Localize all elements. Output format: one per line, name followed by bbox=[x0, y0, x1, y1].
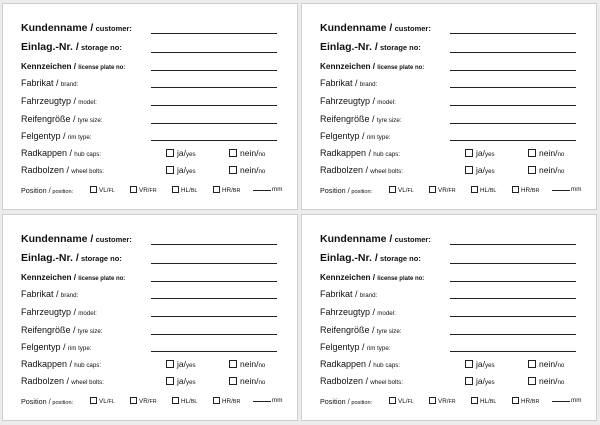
model-row bbox=[320, 93, 582, 107]
checkbox-icon bbox=[130, 397, 137, 404]
customer-label-en: customer: bbox=[95, 24, 132, 33]
position-fl-checkbox[interactable]: VL/FL bbox=[389, 397, 414, 405]
bolts-label-en: wheel bolts: bbox=[370, 168, 403, 175]
hubcaps-label: Radkappen / bbox=[320, 359, 372, 369]
customer-label: Kundenname / bbox=[21, 22, 94, 34]
checkbox-icon bbox=[213, 186, 220, 193]
mm-field[interactable]: mm bbox=[253, 397, 283, 404]
storage-row bbox=[21, 40, 283, 54]
tyre-label: Reifengröße / bbox=[320, 325, 375, 335]
hubcaps-yes-checkbox[interactable]: ja/yes bbox=[166, 148, 196, 158]
customer-label-en: customer: bbox=[95, 235, 132, 244]
checkbox-icon bbox=[166, 149, 174, 157]
rim-label: Felgentyp / bbox=[320, 131, 365, 141]
position-bl-checkbox[interactable]: HL/BL bbox=[471, 186, 496, 194]
customer-label-en: customer: bbox=[394, 24, 431, 33]
bolts-label-en: wheel bolts: bbox=[71, 379, 104, 386]
position-row bbox=[21, 186, 283, 196]
tire-storage-label-2 bbox=[301, 3, 597, 210]
bolts-yes-checkbox[interactable]: ja/yes bbox=[166, 165, 196, 175]
mm-field[interactable]: mm bbox=[552, 186, 582, 193]
customer-label: Kundenname / bbox=[21, 233, 94, 245]
hubcaps-no-checkbox[interactable]: nein/no bbox=[528, 148, 564, 158]
tyre-label: Reifengröße / bbox=[320, 114, 375, 124]
storage-field[interactable] bbox=[450, 52, 576, 53]
checkbox-icon bbox=[389, 397, 396, 404]
checkbox-icon bbox=[512, 186, 519, 193]
hubcaps-no-checkbox[interactable]: nein/no bbox=[229, 148, 265, 158]
checkbox-icon bbox=[229, 166, 237, 174]
position-bl-checkbox[interactable]: HL/BL bbox=[172, 186, 197, 194]
customer-row bbox=[21, 21, 283, 35]
rim-label-en: rim type: bbox=[67, 345, 92, 352]
plate-label-en: license plate no: bbox=[377, 276, 425, 282]
position-row bbox=[320, 397, 582, 407]
checkbox-icon bbox=[229, 360, 237, 368]
rim-row bbox=[21, 128, 283, 142]
model-label-en: model: bbox=[78, 310, 97, 317]
checkbox-icon bbox=[465, 360, 473, 368]
brand-field[interactable] bbox=[151, 298, 277, 299]
brand-row bbox=[21, 75, 283, 89]
customer-row bbox=[320, 21, 582, 35]
hubcaps-label: Radkappen / bbox=[21, 148, 73, 158]
plate-label-en: license plate no: bbox=[78, 65, 126, 71]
tyre-field[interactable] bbox=[151, 123, 277, 124]
checkbox-icon bbox=[429, 186, 436, 193]
storage-row bbox=[320, 251, 582, 265]
position-row bbox=[21, 397, 283, 407]
plate-label: Kennzeichen / bbox=[320, 62, 376, 71]
brand-field[interactable] bbox=[450, 298, 576, 299]
rim-row bbox=[320, 339, 582, 353]
plate-field[interactable] bbox=[450, 70, 576, 71]
customer-row bbox=[320, 232, 582, 246]
bolts-yes-checkbox[interactable]: ja/yes bbox=[465, 376, 495, 386]
checkbox-icon bbox=[229, 377, 237, 385]
position-bl-checkbox[interactable]: HL/BL bbox=[471, 397, 496, 405]
rim-label-en: rim type: bbox=[67, 134, 92, 141]
tyre-label-en: tyre size: bbox=[376, 328, 402, 335]
plate-label-en: license plate no: bbox=[377, 65, 425, 71]
storage-field[interactable] bbox=[151, 263, 277, 264]
plate-row bbox=[21, 269, 283, 283]
position-fl-checkbox[interactable]: VL/FL bbox=[90, 186, 115, 194]
rim-row bbox=[21, 339, 283, 353]
checkbox-icon bbox=[389, 186, 396, 193]
checkbox-icon bbox=[471, 186, 478, 193]
model-label-en: model: bbox=[78, 99, 97, 106]
rim-field[interactable] bbox=[450, 140, 576, 141]
checkbox-icon bbox=[172, 397, 179, 404]
model-field[interactable] bbox=[450, 316, 576, 317]
plate-field[interactable] bbox=[151, 281, 277, 282]
brand-label-en: brand: bbox=[359, 292, 378, 299]
position-fr-checkbox[interactable]: VR/FR bbox=[130, 397, 157, 405]
storage-row bbox=[21, 251, 283, 265]
position-label: Position / position: bbox=[21, 186, 74, 195]
bolts-row bbox=[320, 162, 582, 176]
brand-label: Fabrikat / bbox=[21, 289, 59, 299]
tyre-row bbox=[21, 111, 283, 125]
storage-label-en: storage no: bbox=[81, 254, 122, 263]
tire-storage-label-3 bbox=[2, 214, 298, 421]
brand-label: Fabrikat / bbox=[320, 78, 358, 88]
checkbox-icon bbox=[166, 166, 174, 174]
tyre-field[interactable] bbox=[450, 123, 576, 124]
checkbox-icon bbox=[429, 397, 436, 404]
checkbox-icon bbox=[213, 397, 220, 404]
customer-label-en: customer: bbox=[394, 235, 431, 244]
brand-row bbox=[21, 286, 283, 300]
tyre-row bbox=[320, 322, 582, 336]
model-row bbox=[320, 304, 582, 318]
model-row bbox=[21, 93, 283, 107]
brand-label-en: brand: bbox=[60, 292, 79, 299]
bolts-row bbox=[21, 373, 283, 387]
brand-field[interactable] bbox=[450, 87, 576, 88]
brand-label: Fabrikat / bbox=[21, 78, 59, 88]
position-fl-checkbox[interactable]: VL/FL bbox=[389, 186, 414, 194]
bolts-label-en: wheel bolts: bbox=[370, 379, 403, 386]
bolts-row bbox=[21, 162, 283, 176]
mm-field[interactable]: mm bbox=[253, 186, 283, 193]
plate-field[interactable] bbox=[151, 70, 277, 71]
hubcaps-label-en: hub caps: bbox=[373, 151, 401, 158]
brand-row bbox=[320, 286, 582, 300]
bolts-yes-checkbox[interactable]: ja/yes bbox=[166, 376, 196, 386]
hubcaps-no-checkbox[interactable]: nein/no bbox=[528, 359, 564, 369]
model-label: Fahrzeugtyp / bbox=[21, 307, 77, 317]
brand-row bbox=[320, 75, 582, 89]
tire-storage-label-4 bbox=[301, 214, 597, 421]
checkbox-icon bbox=[528, 377, 536, 385]
model-field[interactable] bbox=[151, 316, 277, 317]
mm-field[interactable]: mm bbox=[552, 397, 582, 404]
storage-field[interactable] bbox=[151, 52, 277, 53]
position-label: Position / position: bbox=[320, 186, 373, 195]
position-fl-checkbox[interactable]: VL/FL bbox=[90, 397, 115, 405]
hubcaps-row bbox=[320, 145, 582, 159]
hubcaps-row bbox=[21, 145, 283, 159]
storage-label: Einlag.-Nr. / bbox=[320, 252, 378, 264]
position-bl-checkbox[interactable]: HL/BL bbox=[172, 397, 197, 405]
bolts-no-checkbox[interactable]: nein/no bbox=[528, 376, 564, 386]
position-fr-checkbox[interactable]: VR/FR bbox=[429, 397, 456, 405]
bolts-no-checkbox[interactable]: nein/no bbox=[229, 165, 265, 175]
hubcaps-label: Radkappen / bbox=[320, 148, 372, 158]
checkbox-icon bbox=[471, 397, 478, 404]
checkbox-icon bbox=[528, 166, 536, 174]
brand-label-en: brand: bbox=[359, 81, 378, 88]
rim-label: Felgentyp / bbox=[21, 131, 66, 141]
plate-label: Kennzeichen / bbox=[320, 273, 376, 282]
rim-row bbox=[320, 128, 582, 142]
storage-row bbox=[320, 40, 582, 54]
plate-row bbox=[320, 269, 582, 283]
storage-label-en: storage no: bbox=[380, 254, 421, 263]
tyre-field[interactable] bbox=[151, 334, 277, 335]
storage-label: Einlag.-Nr. / bbox=[320, 41, 378, 53]
bolts-no-checkbox[interactable]: nein/no bbox=[229, 376, 265, 386]
tyre-row bbox=[21, 322, 283, 336]
rim-field[interactable] bbox=[151, 351, 277, 352]
brand-label-en: brand: bbox=[60, 81, 79, 88]
checkbox-icon bbox=[172, 186, 179, 193]
storage-label: Einlag.-Nr. / bbox=[21, 41, 79, 53]
rim-label-en: rim type: bbox=[366, 345, 391, 352]
model-label-en: model: bbox=[377, 99, 396, 106]
hubcaps-no-checkbox[interactable]: nein/no bbox=[229, 359, 265, 369]
position-fr-checkbox[interactable]: VR/FR bbox=[429, 186, 456, 194]
hubcaps-label-en: hub caps: bbox=[373, 362, 401, 369]
customer-label: Kundenname / bbox=[320, 233, 393, 245]
hubcaps-row bbox=[320, 356, 582, 370]
tyre-label: Reifengröße / bbox=[21, 114, 76, 124]
tire-storage-label-1 bbox=[2, 3, 298, 210]
checkbox-icon bbox=[512, 397, 519, 404]
tyre-label-en: tyre size: bbox=[77, 328, 103, 335]
checkbox-icon bbox=[166, 360, 174, 368]
tyre-label-en: tyre size: bbox=[77, 117, 103, 124]
checkbox-icon bbox=[465, 149, 473, 157]
customer-label: Kundenname / bbox=[320, 22, 393, 34]
hubcaps-yes-checkbox[interactable]: ja/yes bbox=[465, 359, 495, 369]
model-label: Fahrzeugtyp / bbox=[320, 96, 376, 106]
checkbox-icon bbox=[465, 377, 473, 385]
position-label: Position / position: bbox=[21, 397, 74, 406]
plate-row bbox=[320, 58, 582, 72]
position-br-checkbox[interactable]: HR/BR bbox=[512, 186, 539, 194]
storage-field[interactable] bbox=[450, 263, 576, 264]
hubcaps-label-en: hub caps: bbox=[74, 151, 102, 158]
bolts-yes-checkbox[interactable]: ja/yes bbox=[465, 165, 495, 175]
position-br-checkbox[interactable]: HR/BR bbox=[213, 397, 240, 405]
plate-field[interactable] bbox=[450, 281, 576, 282]
hubcaps-yes-checkbox[interactable]: ja/yes bbox=[465, 148, 495, 158]
brand-field[interactable] bbox=[151, 87, 277, 88]
checkbox-icon bbox=[90, 186, 97, 193]
bolts-label-en: wheel bolts: bbox=[71, 168, 104, 175]
rim-field[interactable] bbox=[450, 351, 576, 352]
checkbox-icon bbox=[528, 360, 536, 368]
tyre-row bbox=[320, 111, 582, 125]
hubcaps-label: Radkappen / bbox=[21, 359, 73, 369]
hubcaps-row bbox=[21, 356, 283, 370]
rim-label: Felgentyp / bbox=[320, 342, 365, 352]
model-label: Fahrzeugtyp / bbox=[21, 96, 77, 106]
position-br-checkbox[interactable]: HR/BR bbox=[512, 397, 539, 405]
position-row bbox=[320, 186, 582, 196]
rim-field[interactable] bbox=[151, 140, 277, 141]
tyre-field[interactable] bbox=[450, 334, 576, 335]
checkbox-icon bbox=[465, 166, 473, 174]
plate-label: Kennzeichen / bbox=[21, 62, 77, 71]
model-label-en: model: bbox=[377, 310, 396, 317]
plate-row bbox=[21, 58, 283, 72]
tyre-label: Reifengröße / bbox=[21, 325, 76, 335]
bolts-label: Radbolzen / bbox=[21, 165, 70, 175]
position-br-checkbox[interactable]: HR/BR bbox=[213, 186, 240, 194]
checkbox-icon bbox=[528, 149, 536, 157]
tyre-label-en: tyre size: bbox=[376, 117, 402, 124]
checkbox-icon bbox=[130, 186, 137, 193]
model-label: Fahrzeugtyp / bbox=[320, 307, 376, 317]
bolts-label: Radbolzen / bbox=[21, 376, 70, 386]
customer-field[interactable] bbox=[151, 244, 277, 245]
customer-field[interactable] bbox=[450, 33, 576, 34]
rim-label: Felgentyp / bbox=[21, 342, 66, 352]
customer-field[interactable] bbox=[450, 244, 576, 245]
checkbox-icon bbox=[90, 397, 97, 404]
customer-field[interactable] bbox=[151, 33, 277, 34]
position-fr-checkbox[interactable]: VR/FR bbox=[130, 186, 157, 194]
bolts-label: Radbolzen / bbox=[320, 165, 369, 175]
rim-label-en: rim type: bbox=[366, 134, 391, 141]
model-field[interactable] bbox=[151, 105, 277, 106]
storage-label-en: storage no: bbox=[380, 43, 421, 52]
plate-label: Kennzeichen / bbox=[21, 273, 77, 282]
checkbox-icon bbox=[229, 149, 237, 157]
storage-label: Einlag.-Nr. / bbox=[21, 252, 79, 264]
storage-label-en: storage no: bbox=[81, 43, 122, 52]
bolts-no-checkbox[interactable]: nein/no bbox=[528, 165, 564, 175]
brand-label: Fabrikat / bbox=[320, 289, 358, 299]
hubcaps-label-en: hub caps: bbox=[74, 362, 102, 369]
hubcaps-yes-checkbox[interactable]: ja/yes bbox=[166, 359, 196, 369]
checkbox-icon bbox=[166, 377, 174, 385]
model-row bbox=[21, 304, 283, 318]
bolts-row bbox=[320, 373, 582, 387]
customer-row bbox=[21, 232, 283, 246]
position-label: Position / position: bbox=[320, 397, 373, 406]
plate-label-en: license plate no: bbox=[78, 276, 126, 282]
model-field[interactable] bbox=[450, 105, 576, 106]
bolts-label: Radbolzen / bbox=[320, 376, 369, 386]
